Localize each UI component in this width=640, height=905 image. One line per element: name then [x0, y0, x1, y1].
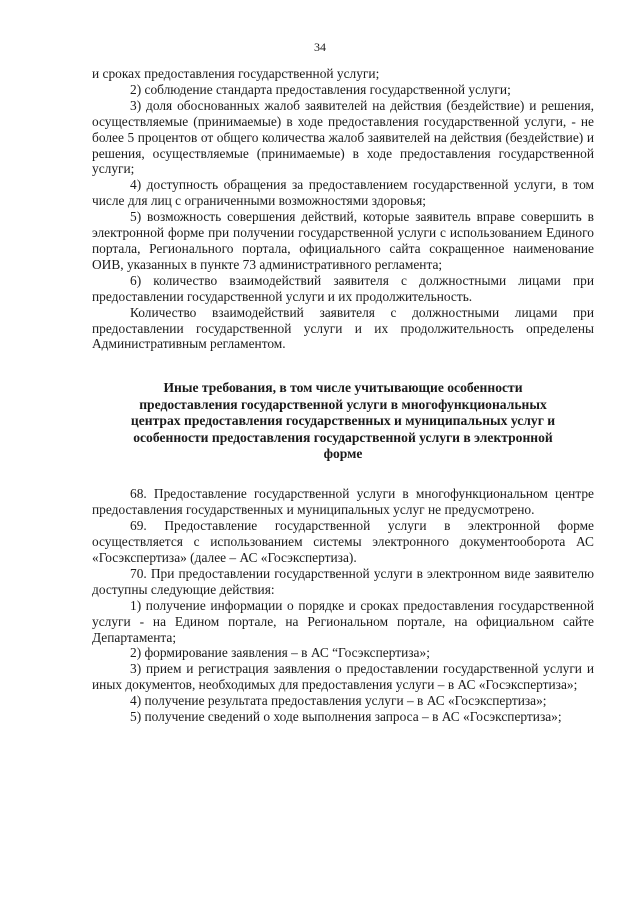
page-number: 34: [314, 40, 326, 54]
heading-line: форме: [323, 445, 363, 461]
page-content: [92, 66, 594, 725]
paragraph: 6) количество взаимодействий заявителя с должностными лицами при предоставлении государственной услуги и их продолжительность.: [92, 272, 594, 304]
paragraph: 68. Предоставление государственной услуги в многофункциональном центре предоставления государственных и муниципальных услуг не предусмотрено.: [92, 486, 594, 518]
paragraph: 4) доступность обращения за предоставлением государственной услуги, в том числе для лиц с ограниченными возможностями здоровья;: [92, 177, 594, 209]
paragraph: 69. Предоставление государственной услуги в электронной форме осуществляется с использованием системы электронного документооборота АС «Госэкспертиза» (далее – АС «Госэкспертиза).: [92, 518, 594, 565]
paragraph: 1) получение информации о порядке и сроках предоставления государственной услуги - на Едином портале, на Региональном портале, на официальном сайте Департамента;: [92, 597, 594, 645]
paragraph: Количество взаимодействий заявителя с должностными лицами при предоставлении государственной услуги и их продолжительность определены Административным регламентом.: [92, 304, 594, 352]
section-heading: [122, 380, 564, 462]
paragraph: 70. При предоставлении государственной услуги в электронном виде заявителю доступны следующие действия:: [92, 565, 594, 597]
paragraph: 5) возможность совершения действий, которые заявитель вправе совершить в электронной форме при получении государственной услуги с использованием Единого портала, Регионального портала, официального сайта сокращенное наименование ОИВ, указанных в пункте 73 административного регламента;: [92, 209, 594, 272]
heading-line: Иные требования, в том числе учитывающие особенности: [163, 380, 523, 396]
paragraph: 4) получение результата предоставления услуги – в АС «Госэкспертиза»;: [130, 693, 547, 709]
paragraph: 3) прием и регистрация заявления о предоставлении государственной услуги и иных документов, необходимых для предоставления услуги – в АС «Госэкспертиза»;: [92, 661, 594, 693]
heading-line: центрах предоставления государственных и муниципальных услуг и: [130, 413, 556, 429]
heading-line: особенности предоставления государственной услуги в электронной: [133, 429, 553, 445]
paragraph: 5) получение сведений о ходе выполнения запроса – в АС «Госэкспертиза»;: [130, 709, 562, 725]
paragraph: 2) соблюдение стандарта предоставления государственной услуги;: [130, 81, 511, 97]
paragraph: 3) доля обоснованных жалоб заявителей на действия (бездействие) и решения, осуществляемые (принимаемые) в ходе предоставления государственной услуги, - не более 5 процентов от общего количества жалоб заявителей на действия (бездействие) и решения, осуществляемые (принимаемые) в ходе предоставления государственной услуги;: [92, 97, 594, 177]
paragraph: и сроках предоставления государственной услуги;: [92, 66, 380, 81]
heading-line: предоставления государственной услуги в многофункциональных: [139, 396, 547, 412]
paragraph: 2) формирование заявления – в АС “Госэкспертиза»;: [130, 645, 430, 661]
